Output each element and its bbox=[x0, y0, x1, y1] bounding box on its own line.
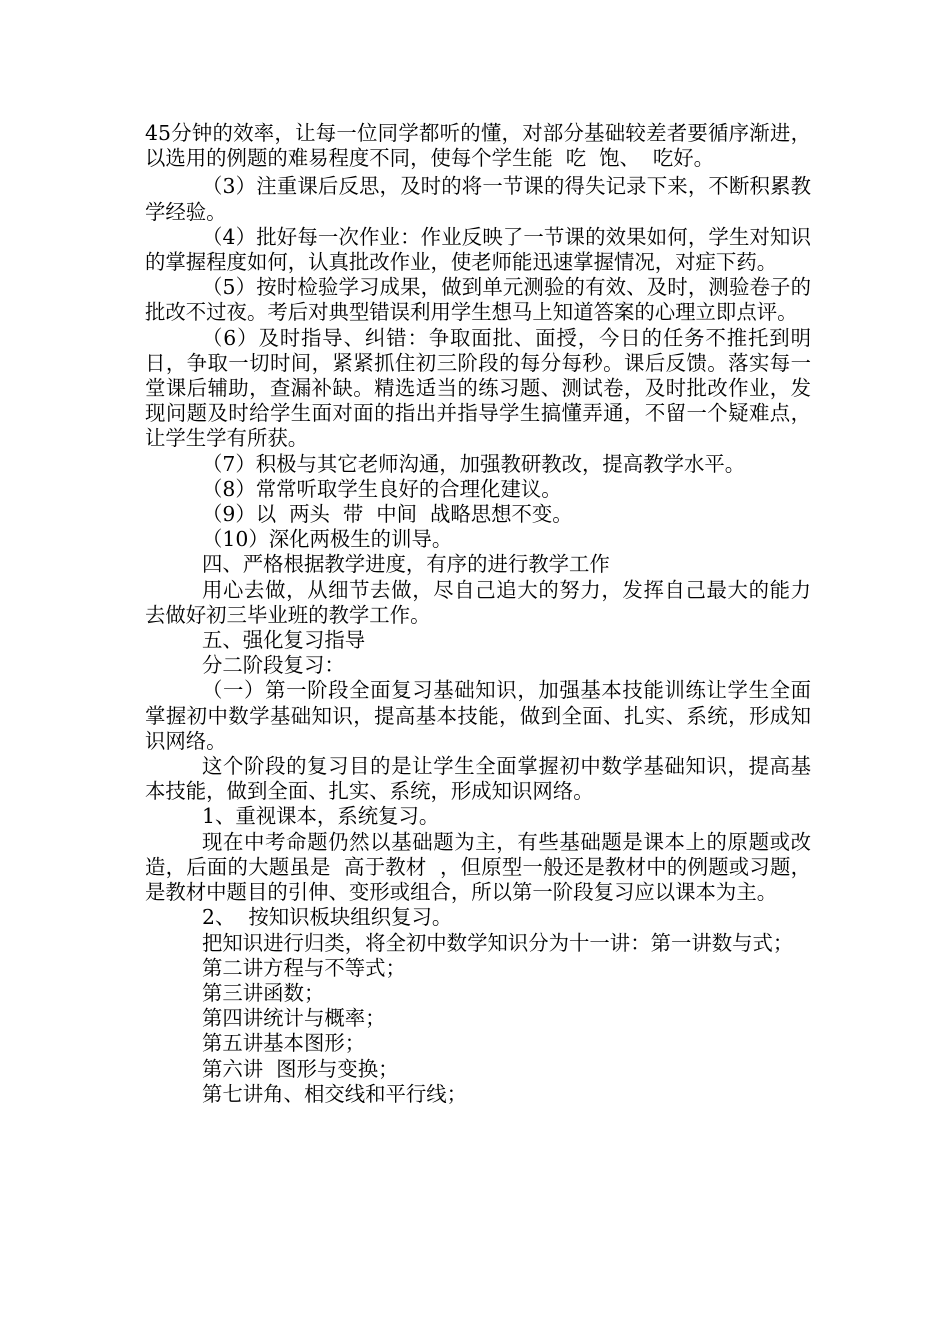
paragraph-point-1-heading: 1、重视课本，系统复习。 bbox=[202, 804, 440, 829]
paragraph-item-10: （10）深化两极生的训导。 bbox=[202, 527, 453, 552]
lecture-item-3: 第三讲函数； bbox=[202, 980, 325, 1005]
paragraph-item-4: （4）批好每一次作业：作业反映了一节课的效果如何，学生对知识的掌握程度如何，认真批改作业，使老师能迅速掌握情况，对症下药。 bbox=[145, 224, 811, 275]
paragraph-item-6: （6）及时指导、纠错：争取面批、面授，今日的任务不推托到明日，争取一切时间，紧紧抓住初三阶段的每分每秒。课后反馈。落实每一堂课后辅助，查漏补缺。精选适当的练习题、测试卷，及时批改作业，发现问题及时给学生面对面的指出并指导学生搞懂弄通，不留一个疑难点，让学生学有所获。 bbox=[145, 325, 811, 451]
lecture-item-4: 第四讲统计与概率； bbox=[202, 1006, 386, 1031]
lecture-item-5: 第五讲基本图形； bbox=[202, 1031, 366, 1056]
paragraph-item-7: （7）积极与其它老师沟通，加强教研教改，提高教学水平。 bbox=[202, 451, 746, 476]
paragraph-item-8: （8）常常听取学生良好的合理化建议。 bbox=[202, 476, 562, 501]
paragraph-point-2-heading: 2、 按知识板块组织复习。 bbox=[202, 905, 453, 930]
section-heading-5: 五、强化复习指导 bbox=[202, 628, 366, 653]
paragraph-stage-one: （一）第一阶段全面复习基础知识，加强基本技能训练让学生全面掌握初中数学基础知识，提高基本技能，做到全面、扎实、系统，形成知识网络。 bbox=[145, 678, 811, 753]
paragraph-point-1-body: 现在中考命题仍然以基础题为主，有些基础题是课本上的原题或改造，后面的大题虽是 高于教材 ，但原型一般还是教材中的例题或习题，是教材中题目的引伸、变形或组合，所以第一阶段复习应以课本为主。 bbox=[145, 829, 811, 905]
paragraph-item-5: （5）按时检验学习成果，做到单元测验的有效、及时，测验卷子的批改不过夜。考后对典型错误利用学生想马上知道答案的心理立即点评。 bbox=[145, 275, 811, 325]
paragraph-item-3: （3）注重课后反思，及时的将一节课的得失记录下来，不断积累教学经验。 bbox=[145, 174, 811, 224]
lecture-item-7: 第七讲角、相交线和平行线； bbox=[202, 1081, 468, 1106]
section-heading-4: 四、严格根据教学进度，有序的进行教学工作 bbox=[202, 552, 610, 577]
lecture-item-2: 第二讲方程与不等式； bbox=[202, 955, 406, 980]
paragraph-item-9: （9）以 两头 带 中间 战略思想不变。 bbox=[202, 502, 573, 527]
paragraph-point-2-body: 把知识进行归类，将全初中数学知识分为十一讲：第一讲数与式； bbox=[202, 930, 794, 955]
document-body bbox=[145, 121, 811, 1107]
paragraph-stage-one-goal: 这个阶段的复习目的是让学生全面掌握初中数学基础知识，提高基本技能，做到全面、扎实、系统，形成知识网络。 bbox=[145, 754, 811, 804]
paragraph-efficiency: 45分钟的效率，让每一位同学都听的懂，对部分基础较差者要循序渐进，以选用的例题的难易程度不同，使每个学生能 吃 饱、 吃好。 bbox=[145, 121, 811, 171]
paragraph-section-4-body: 用心去做，从细节去做，尽自己追大的努力，发挥自己最大的能力去做好初三毕业班的教学工作。 bbox=[145, 577, 811, 627]
paragraph-two-stage-review: 分二阶段复习： bbox=[202, 653, 345, 678]
lecture-item-6: 第六讲 图形与变换； bbox=[202, 1056, 399, 1081]
